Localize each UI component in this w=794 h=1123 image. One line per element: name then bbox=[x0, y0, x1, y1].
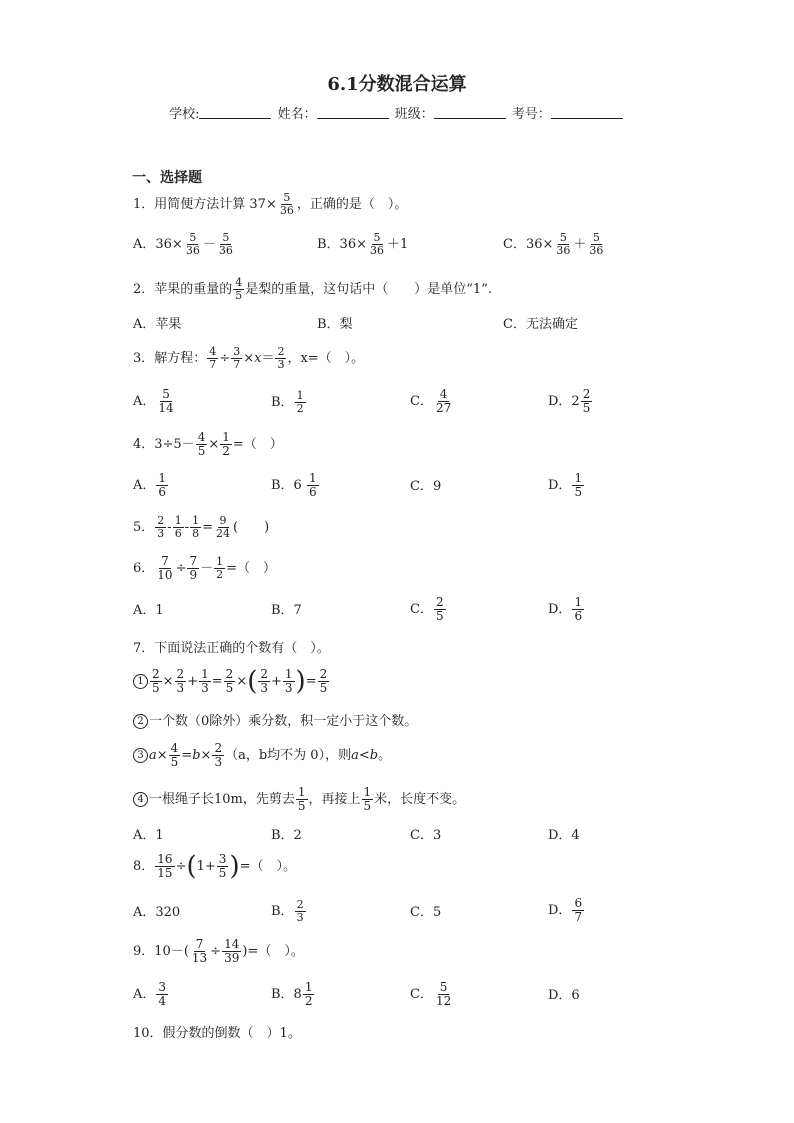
question-5: 5． $\frac{2}{3}$ - $\frac{1}{6}$ - $\frac{1}{8}$ = $\frac{9}{24}$ ( ) bbox=[133, 514, 270, 541]
school-label: 学校: bbox=[169, 107, 200, 122]
exam-no-label: 考号： bbox=[511, 107, 551, 122]
name-blank bbox=[317, 106, 389, 119]
q3-option-a: A． $\frac{5}{14}$ bbox=[133, 387, 174, 416]
q9-option-a: A． $\frac{3}{4}$ bbox=[133, 980, 167, 1009]
q3-option-b: B． $\frac{1}{2}$ bbox=[271, 389, 304, 416]
question-6: 6． $\frac{7}{10}$ ÷ $\frac{7}{9}$ － $\frac{1}{2}$ =（ ） bbox=[133, 554, 277, 583]
q3-option-c: C． $\frac{4}{27}$ bbox=[410, 387, 452, 416]
question-2: 2．苹果的重量的 $\frac{4}{5}$ 是梨的重量，这句话中（ ）是单位“1”. bbox=[133, 276, 492, 303]
q1-option-b: B．36× $\frac{5}{36}$ ＋1 bbox=[317, 231, 409, 258]
q7-statement-2: 2 一个数（0除外）乘分数，积一定小于这个数。 bbox=[133, 714, 417, 729]
question-7: 7．下面说法正确的个数有（ ）。 bbox=[133, 641, 330, 656]
q2-option-c: C．无法确定 bbox=[503, 317, 578, 332]
question-1: 1．用简便方法计算 37× $\frac{5}{36}$ ，正确的是（ ）。 bbox=[133, 191, 408, 218]
section-heading: 一、选择题 bbox=[132, 170, 202, 186]
question-9: 9．10－( $\frac{7}{13}$ ÷ $\frac{14}{39}$ )=（ ）。 bbox=[133, 937, 304, 966]
q7-statement-4: 4 一根绳子长10m，先剪去 $\frac{1}{5}$ ，再接上 $\frac{1}{5}$ 米，长度不变。 bbox=[133, 786, 465, 813]
q8-option-d: D． $\frac{6}{7}$ bbox=[548, 896, 583, 925]
student-info-line bbox=[0, 103, 794, 122]
school-blank bbox=[199, 106, 271, 119]
q4-option-b: B．6 $\frac{1}{6}$ bbox=[271, 471, 317, 500]
q4-option-a: A． $\frac{1}{6}$ bbox=[133, 471, 167, 500]
q8-option-a: A．320 bbox=[133, 905, 181, 920]
q6-option-a: A．1 bbox=[133, 603, 164, 618]
exam-no-blank bbox=[551, 106, 623, 119]
page-title: 6.1分数混合运算 bbox=[327, 74, 467, 95]
q7-option-c: C．3 bbox=[410, 828, 442, 843]
q6-option-d: D． $\frac{1}{6}$ bbox=[548, 595, 583, 624]
q7-option-d: D．4 bbox=[548, 828, 580, 843]
class-blank bbox=[434, 106, 506, 119]
q8-option-c: C．5 bbox=[410, 905, 442, 920]
question-8: 8． $\frac{16}{15}$ ÷(1+ $\frac{3}{5}$ )=（ ）。 bbox=[133, 851, 296, 882]
class-label: 班级： bbox=[394, 107, 434, 122]
q7-option-b: B．2 bbox=[271, 828, 302, 843]
q9-option-b: B．8 $\frac{1}{2}$ bbox=[271, 980, 313, 1009]
question-10: 10．假分数的倒数（ ）1。 bbox=[133, 1026, 301, 1041]
q1-option-c: C．36× $\frac{5}{36}$ ＋ $\frac{5}{36}$ bbox=[503, 231, 604, 258]
q6-option-b: B．7 bbox=[271, 603, 302, 618]
q2-option-b: B．梨 bbox=[317, 317, 353, 332]
q7-statement-1: 1 $\frac{2}{5}$ × $\frac{2}{3}$ + $\frac{1}{3}$ = $\frac{2}{5}$ ×( $\frac{2}{3}$ + $\frac{1}{3}$ )= $\frac{2}{5}$ bbox=[133, 668, 330, 695]
name-label: 姓名： bbox=[277, 107, 317, 122]
q4-option-d: D． $\frac{1}{5}$ bbox=[548, 471, 583, 500]
question-3: 3．解方程： $\frac{4}{7}$ ÷ $\frac{3}{7}$ ×x＝ $\frac{2}{3}$ ，x=（ ）。 bbox=[133, 345, 365, 372]
question-4: 4．3÷5－ $\frac{4}{5}$ × $\frac{1}{2}$ =（ ） bbox=[133, 430, 283, 459]
q9-option-d: D．6 bbox=[548, 988, 580, 1003]
q1-option-a: A．36× $\frac{5}{36}$ － $\frac{5}{36}$ bbox=[133, 231, 233, 258]
q4-option-c: C．9 bbox=[410, 479, 442, 494]
q3-option-d: D．2 $\frac{2}{5}$ bbox=[548, 387, 591, 416]
q8-option-b: B． $\frac{2}{3}$ bbox=[271, 898, 304, 925]
q9-option-c: C． $\frac{5}{12}$ bbox=[410, 980, 452, 1009]
q7-statement-3: 3 a× $\frac{4}{5}$ =b× $\frac{2}{3}$ （a，b均不为 0），则a<b。 bbox=[133, 742, 391, 769]
q7-option-a: A．1 bbox=[133, 828, 164, 843]
q6-option-c: C． $\frac{2}{5}$ bbox=[410, 595, 444, 624]
q2-option-a: A．苹果 bbox=[133, 317, 182, 332]
